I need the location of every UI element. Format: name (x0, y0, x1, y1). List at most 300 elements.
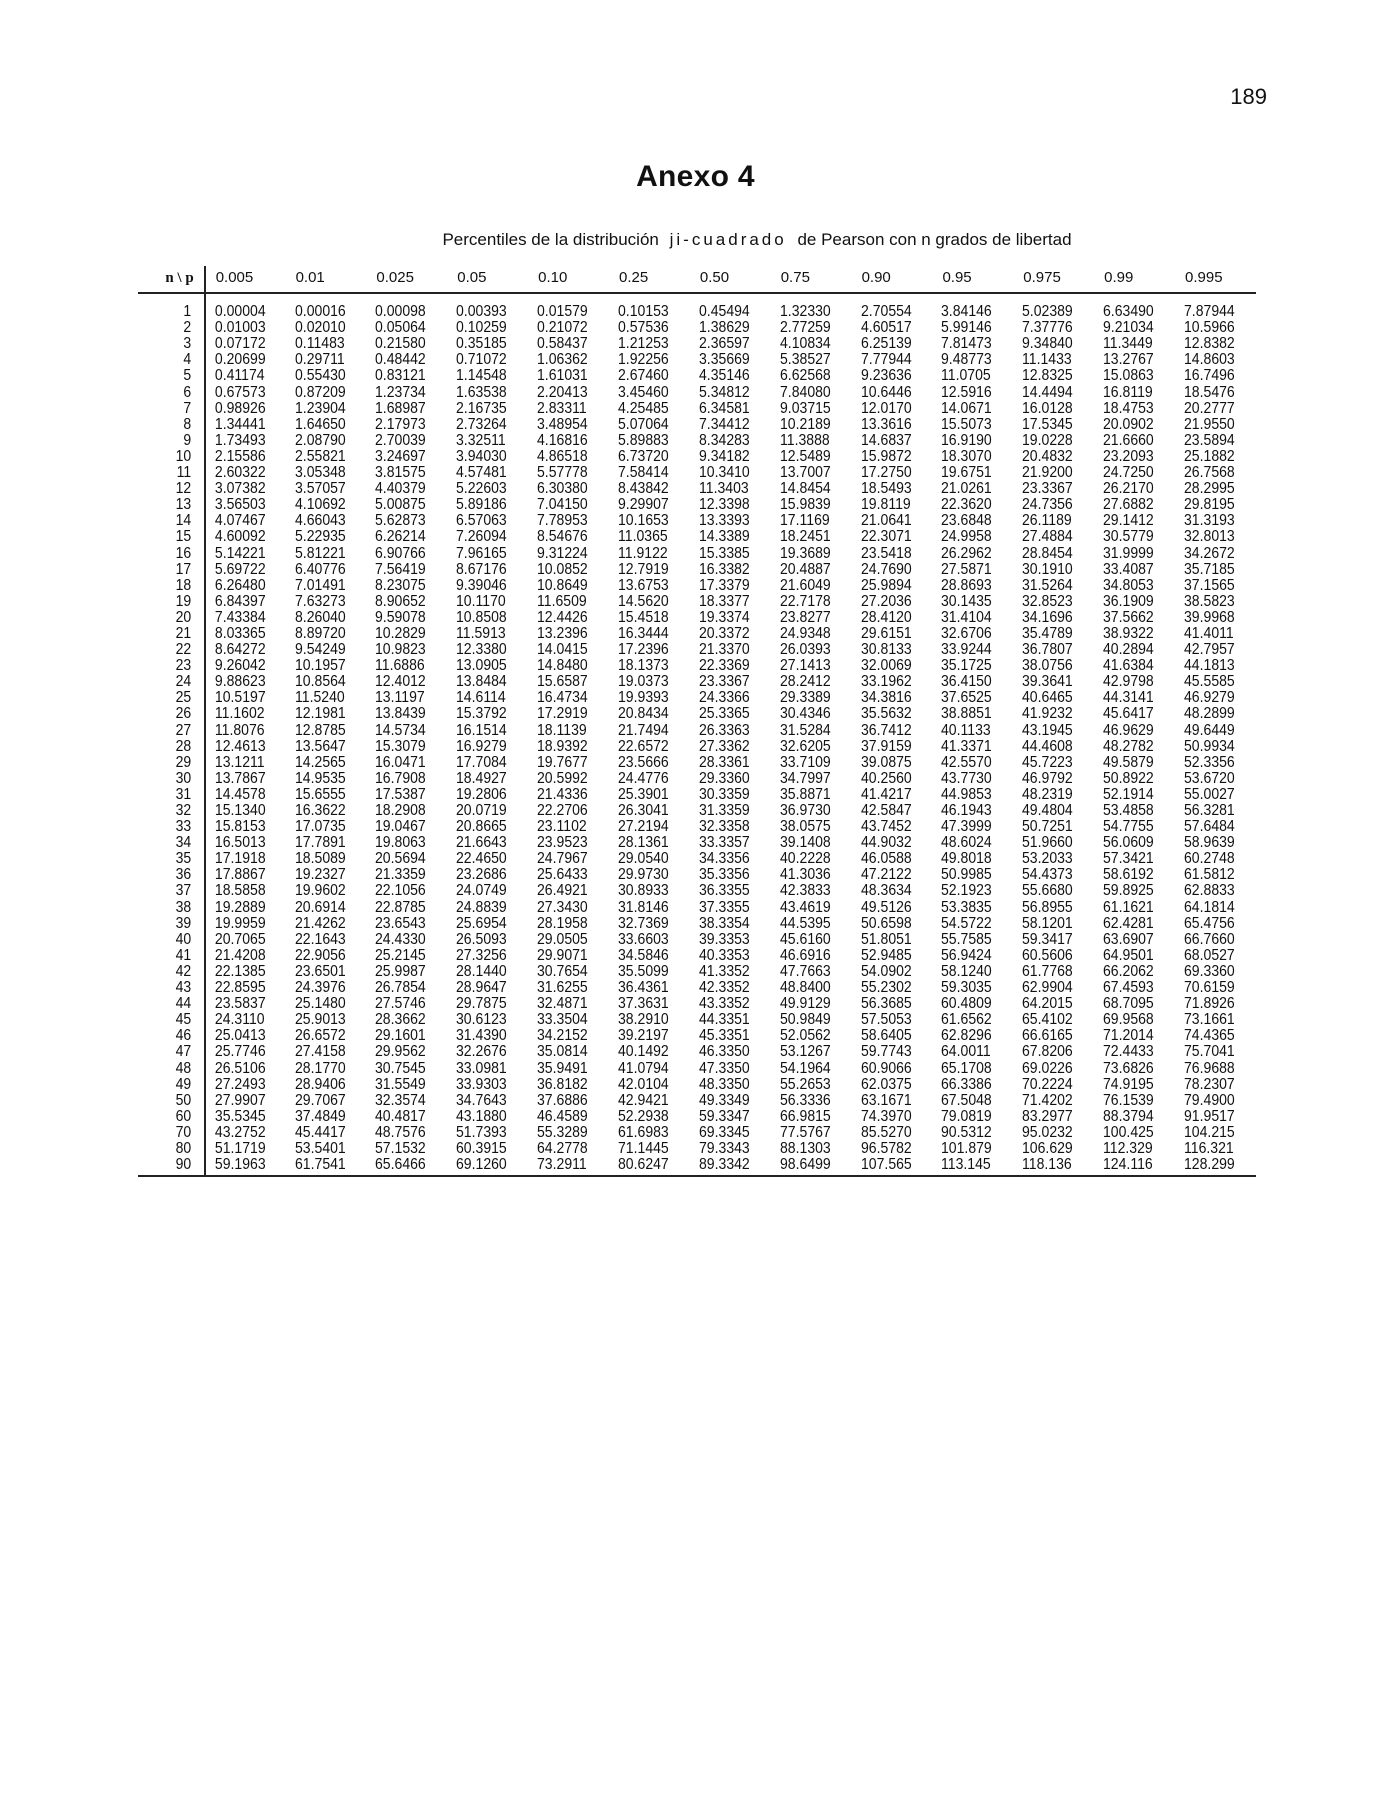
degrees-of-freedom-cell: 34 (145, 835, 205, 851)
column-header: 0.25 (609, 266, 690, 293)
percentile-value-cell: 55.2302 (860, 979, 912, 997)
degrees-of-freedom-cell: 23 (145, 658, 205, 674)
percentile-value-cell: 12.5489 (779, 447, 831, 465)
table-row (138, 883, 1256, 899)
percentile-value-cell: 5.57778 (537, 464, 588, 482)
percentile-value-cell: 42.5847 (860, 802, 912, 819)
percentile-value-cell: 54.5722 (941, 914, 993, 932)
percentile-value-cell: 88.1303 (779, 1139, 831, 1157)
percentile-value-cell: 15.1340 (214, 802, 266, 819)
degrees-of-freedom-cell: 14 (145, 513, 205, 529)
degrees-of-freedom-cell: 40 (145, 932, 205, 948)
table-row (138, 497, 1256, 513)
percentile-value-cell: 34.1696 (1022, 608, 1074, 626)
percentile-value-cell: 0.57536 (618, 319, 669, 337)
percentile-value-cell: 10.8508 (456, 608, 508, 626)
percentile-value-cell: 2.17973 (375, 415, 427, 433)
percentile-value-cell: 18.5476 (1184, 383, 1235, 401)
table-row (138, 706, 1256, 722)
percentile-value-cell: 48.3634 (860, 882, 912, 900)
percentile-value-cell: 43.7730 (941, 769, 993, 787)
percentile-value-cell: 41.3371 (941, 737, 993, 755)
percentile-value-cell: 5.02389 (1022, 303, 1074, 321)
percentile-value-cell: 20.7065 (214, 930, 266, 948)
percentile-value-cell: 42.3833 (779, 882, 831, 900)
caption-suffix: de Pearson con n grados de libertad (797, 230, 1072, 249)
percentile-value-cell: 64.2015 (1022, 995, 1074, 1013)
percentile-value-cell: 28.4120 (860, 608, 912, 626)
percentile-value-cell: 17.1918 (214, 850, 266, 868)
percentile-value-cell: 35.3356 (698, 866, 750, 884)
percentile-value-cell: 16.1514 (456, 721, 508, 739)
percentile-value-cell: 34.2672 (1184, 544, 1235, 562)
degrees-of-freedom-cell: 13 (145, 497, 205, 513)
degrees-of-freedom-cell: 70 (145, 1125, 205, 1141)
percentile-value-cell: 12.4012 (375, 673, 427, 691)
percentile-value-cell: 46.9629 (1103, 721, 1154, 739)
percentile-value-cell: 26.2962 (941, 544, 993, 562)
percentile-value-cell: 11.6509 (537, 592, 587, 610)
percentile-value-cell: 4.66043 (294, 512, 346, 530)
percentile-value-cell: 16.0128 (1022, 399, 1074, 417)
percentile-value-cell: 4.57481 (456, 464, 508, 482)
percentile-value-cell: 9.54249 (294, 641, 346, 659)
percentile-value-cell: 13.8484 (456, 673, 508, 691)
percentile-value-cell: 66.6165 (1022, 1027, 1074, 1045)
percentile-value-cell: 16.9190 (941, 431, 993, 449)
percentile-value-cell: 67.5048 (941, 1091, 993, 1109)
percentile-value-cell: 36.8182 (537, 1075, 588, 1093)
percentile-value-cell: 13.3616 (860, 415, 912, 433)
percentile-value-cell: 19.7677 (537, 753, 588, 771)
degrees-of-freedom-cell: 60 (145, 1109, 205, 1125)
percentile-value-cell: 19.0373 (618, 673, 669, 691)
percentile-value-cell: 32.3574 (375, 1091, 427, 1109)
percentile-value-cell: 11.5913 (456, 624, 506, 642)
percentile-value-cell: 58.6405 (860, 1027, 912, 1045)
percentile-value-cell: 46.3350 (698, 1043, 750, 1061)
percentile-value-cell: 101.879 (941, 1139, 993, 1157)
percentile-value-cell: 40.6465 (1022, 689, 1074, 707)
percentile-value-cell: 14.4494 (1022, 383, 1074, 401)
percentile-value-cell: 36.1909 (1103, 592, 1154, 610)
table-row (138, 835, 1256, 851)
percentile-value-cell: 0.45494 (698, 303, 750, 321)
percentile-value-cell: 43.1880 (456, 1107, 508, 1125)
percentile-value-cell: 37.3631 (618, 995, 669, 1013)
percentile-value-cell: 30.5779 (1103, 528, 1154, 546)
percentile-value-cell: 3.56503 (214, 496, 266, 514)
percentile-value-cell: 44.3141 (1103, 689, 1154, 707)
percentile-value-cell: 76.1539 (1103, 1091, 1154, 1109)
percentile-value-cell: 0.67573 (214, 383, 266, 401)
percentile-value-cell: 19.2889 (214, 898, 266, 916)
percentile-value-cell: 33.6603 (618, 930, 669, 948)
percentile-value-cell: 37.1565 (1184, 576, 1235, 594)
percentile-value-cell: 31.4390 (456, 1027, 508, 1045)
table-row (138, 465, 1256, 481)
percentile-value-cell: 54.7755 (1103, 818, 1154, 836)
percentile-value-cell: 24.7967 (537, 850, 588, 868)
percentile-value-cell: 14.5734 (375, 721, 427, 739)
percentile-value-cell: 1.61031 (537, 367, 588, 385)
percentile-value-cell: 23.5837 (214, 995, 266, 1013)
percentile-value-cell: 26.1189 (1022, 512, 1072, 530)
percentile-value-cell: 57.1532 (375, 1139, 427, 1157)
percentile-value-cell: 49.6449 (1184, 721, 1235, 739)
percentile-value-cell: 27.1413 (779, 657, 831, 675)
percentile-value-cell: 20.4887 (779, 560, 831, 578)
percentile-value-cell: 50.7251 (1022, 818, 1074, 836)
table-row (138, 642, 1256, 658)
percentile-value-cell: 3.24697 (375, 447, 427, 465)
percentile-value-cell: 0.41174 (214, 367, 265, 385)
percentile-value-cell: 17.2750 (860, 464, 912, 482)
percentile-value-cell: 29.0505 (537, 930, 588, 948)
percentile-value-cell: 64.9501 (1103, 946, 1154, 964)
percentile-value-cell: 29.6151 (860, 624, 912, 642)
percentile-value-cell: 3.81575 (375, 464, 427, 482)
percentile-value-cell: 52.0562 (779, 1027, 831, 1045)
column-header: 0.025 (366, 266, 447, 293)
table-row (138, 594, 1256, 610)
percentile-value-cell: 2.70554 (860, 303, 912, 321)
percentile-value-cell: 14.0415 (537, 641, 588, 659)
percentile-value-cell: 22.2706 (537, 802, 588, 819)
percentile-value-cell: 18.5858 (214, 882, 266, 900)
degrees-of-freedom-cell: 37 (145, 883, 205, 899)
percentile-value-cell: 53.2033 (1022, 850, 1074, 868)
percentile-value-cell: 24.0749 (456, 882, 508, 900)
percentile-value-cell: 49.5126 (860, 898, 912, 916)
percentile-value-cell: 21.0641 (860, 512, 912, 530)
percentile-value-cell: 39.0875 (860, 753, 912, 771)
table-row (138, 546, 1256, 562)
percentile-value-cell: 2.60322 (214, 464, 266, 482)
percentile-value-cell: 19.8119 (860, 496, 911, 514)
percentile-value-cell: 39.2197 (618, 1027, 669, 1045)
percentile-value-cell: 113.145 (932, 1157, 1005, 1176)
percentile-value-cell: 27.4884 (1022, 528, 1074, 546)
percentile-value-cell: 25.2145 (375, 946, 427, 964)
percentile-value-cell: 2.67460 (618, 367, 669, 385)
percentile-value-cell: 1.73493 (214, 431, 266, 449)
percentile-value-cell: 37.3355 (698, 898, 750, 916)
percentile-value-cell: 0.00016 (294, 303, 346, 321)
percentile-value-cell: 23.5418 (860, 544, 912, 562)
percentile-value-cell: 41.6384 (1103, 657, 1154, 675)
percentile-value-cell: 15.3385 (698, 544, 750, 562)
percentile-value-cell: 59.8925 (1103, 882, 1154, 900)
percentile-value-cell: 3.94030 (456, 447, 508, 465)
table-row (138, 948, 1256, 964)
percentile-value-cell: 79.3343 (698, 1139, 750, 1157)
degrees-of-freedom-cell: 46 (145, 1028, 205, 1044)
percentile-value-cell: 29.0540 (618, 850, 669, 868)
table-row (138, 417, 1256, 433)
percentile-value-cell: 33.3357 (698, 834, 750, 852)
percentile-value-cell: 64.1814 (1184, 898, 1235, 916)
percentile-value-cell: 100.425 (1103, 1123, 1154, 1141)
percentile-value-cell: 10.5197 (214, 689, 266, 707)
percentile-value-cell: 23.3367 (698, 673, 750, 691)
percentile-value-cell: 95.0232 (1022, 1123, 1074, 1141)
percentile-value-cell: 11.5240 (294, 689, 345, 707)
percentile-value-cell: 15.3079 (375, 737, 427, 755)
percentile-value-cell: 0.55430 (294, 367, 346, 385)
percentile-value-cell: 27.6882 (1103, 496, 1154, 514)
percentile-value-cell: 15.4518 (618, 608, 669, 626)
percentile-value-cell: 6.26214 (375, 528, 427, 546)
percentile-value-cell: 6.57063 (456, 512, 508, 530)
percentile-value-cell: 8.34283 (698, 431, 750, 449)
percentile-value-cell: 40.2560 (860, 769, 912, 787)
percentile-value-cell: 0.07172 (214, 335, 266, 353)
percentile-value-cell: 0.00004 (214, 303, 266, 321)
percentile-value-cell: 25.7746 (214, 1043, 266, 1061)
table-row (138, 1141, 1256, 1157)
degrees-of-freedom-cell: 33 (145, 819, 205, 835)
column-header: 0.95 (932, 266, 1013, 293)
table-header-row (138, 266, 1256, 293)
percentile-value-cell: 56.3336 (779, 1091, 831, 1109)
percentile-value-cell: 58.1201 (1022, 914, 1074, 932)
percentile-value-cell: 25.6433 (537, 866, 588, 884)
percentile-value-cell: 20.2777 (1184, 399, 1235, 417)
percentile-value-cell: 26.0393 (779, 641, 831, 659)
percentile-value-cell: 0.48442 (375, 351, 427, 369)
percentile-value-cell: 24.3976 (294, 979, 346, 997)
percentile-value-cell: 33.3504 (537, 1011, 588, 1029)
percentile-value-cell: 45.3351 (698, 1027, 750, 1045)
percentile-value-cell: 77.5767 (779, 1123, 831, 1141)
percentile-value-cell: 42.9421 (618, 1091, 669, 1109)
percentile-value-cell: 51.9660 (1022, 834, 1074, 852)
table-row (138, 819, 1256, 835)
percentile-value-cell: 47.7663 (779, 962, 831, 980)
percentile-value-cell: 5.38527 (779, 351, 831, 369)
percentile-value-cell: 1.14548 (456, 367, 508, 385)
table-row (138, 851, 1256, 867)
percentile-value-cell: 60.2748 (1184, 850, 1235, 868)
percentile-value-cell: 35.5345 (214, 1107, 266, 1125)
percentile-value-cell: 4.60517 (860, 319, 912, 337)
percentile-value-cell: 4.35146 (698, 367, 750, 385)
table-row (138, 626, 1256, 642)
percentile-value-cell: 28.9406 (294, 1075, 346, 1093)
percentile-value-cell: 21.9200 (1022, 464, 1074, 482)
percentile-value-cell: 28.2412 (779, 673, 831, 691)
percentile-value-cell: 49.5879 (1103, 753, 1154, 771)
percentile-value-cell: 0.01579 (537, 303, 588, 321)
table-row (138, 529, 1256, 545)
percentile-value-cell: 6.62568 (779, 367, 831, 385)
percentile-value-cell: 8.26040 (294, 608, 346, 626)
percentile-value-cell: 70.2224 (1022, 1075, 1074, 1093)
percentile-value-cell: 22.8595 (214, 979, 266, 997)
percentile-value-cell: 29.3389 (779, 689, 831, 707)
percentile-value-cell: 8.23075 (375, 576, 427, 594)
percentile-value-cell: 19.9959 (214, 914, 266, 932)
percentile-value-cell: 66.2062 (1103, 962, 1154, 980)
degrees-of-freedom-cell: 18 (145, 578, 205, 594)
percentile-value-cell: 107.565 (852, 1157, 925, 1176)
percentile-value-cell: 34.8053 (1103, 576, 1154, 594)
percentile-value-cell: 65.6466 (366, 1157, 439, 1176)
percentile-value-cell: 29.9730 (618, 866, 669, 884)
table-caption (258, 230, 1256, 250)
table-row (138, 932, 1256, 948)
percentile-value-cell: 38.5823 (1184, 592, 1235, 610)
percentile-value-cell: 24.9958 (941, 528, 993, 546)
percentile-value-cell: 24.7250 (1103, 464, 1154, 482)
percentile-value-cell: 2.08790 (294, 431, 346, 449)
percentile-value-cell: 42.5570 (941, 753, 993, 771)
percentile-value-cell: 11.3888 (779, 431, 830, 449)
percentile-value-cell: 21.6049 (779, 576, 831, 594)
percentile-value-cell: 2.83311 (537, 399, 587, 417)
percentile-value-cell: 22.8785 (375, 898, 427, 916)
percentile-value-cell: 63.1671 (860, 1091, 912, 1109)
percentile-value-cell: 71.2014 (1103, 1027, 1154, 1045)
percentile-value-cell: 58.9639 (1184, 834, 1235, 852)
percentile-value-cell: 49.4804 (1022, 802, 1074, 819)
percentile-value-cell: 25.6954 (456, 914, 508, 932)
percentile-value-cell: 0.83121 (375, 367, 427, 385)
percentile-value-cell: 10.2189 (779, 415, 831, 433)
percentile-value-cell: 13.8439 (375, 705, 427, 723)
percentile-value-cell: 5.62873 (375, 512, 427, 530)
percentile-value-cell: 15.5073 (941, 415, 993, 433)
degrees-of-freedom-cell: 42 (145, 964, 205, 980)
percentile-value-cell: 27.3430 (537, 898, 588, 916)
percentile-value-cell: 10.1170 (456, 592, 506, 610)
percentile-value-cell: 55.7585 (941, 930, 993, 948)
percentile-value-cell: 11.3449 (1103, 335, 1153, 353)
table-row (138, 1157, 1256, 1176)
percentile-value-cell: 49.8018 (941, 850, 993, 868)
percentile-value-cell: 7.81473 (941, 335, 993, 353)
percentile-value-cell: 23.6848 (941, 512, 993, 530)
percentile-value-cell: 16.3622 (294, 802, 346, 819)
column-header: 0.995 (1175, 266, 1256, 293)
percentile-value-cell: 61.5812 (1184, 866, 1235, 884)
percentile-value-cell: 56.3685 (860, 995, 912, 1013)
percentile-value-cell: 58.1240 (941, 962, 993, 980)
caption-emphasis: ji-cuadrado (669, 230, 787, 249)
percentile-value-cell: 13.2396 (537, 624, 588, 642)
percentile-value-cell: 20.5992 (537, 769, 588, 787)
percentile-value-cell: 7.84080 (779, 383, 831, 401)
percentile-value-cell: 24.3110 (214, 1011, 265, 1029)
percentile-value-cell: 43.7452 (860, 818, 912, 836)
percentile-value-cell: 28.8693 (941, 576, 993, 594)
percentile-value-cell: 46.4589 (537, 1107, 588, 1125)
table-row (138, 674, 1256, 690)
degrees-of-freedom-cell: 80 (145, 1141, 205, 1157)
percentile-value-cell: 22.1643 (294, 930, 346, 948)
percentile-value-cell: 35.5632 (860, 705, 912, 723)
percentile-value-cell: 45.6160 (779, 930, 831, 948)
percentile-value-cell: 9.88623 (214, 673, 266, 691)
percentile-value-cell: 79.0819 (941, 1107, 993, 1125)
table-row (138, 562, 1256, 578)
percentile-value-cell: 61.6983 (618, 1123, 669, 1141)
percentile-value-cell: 13.0905 (456, 657, 508, 675)
percentile-value-cell: 17.5387 (375, 785, 427, 803)
percentile-value-cell: 59.7743 (860, 1043, 912, 1061)
percentile-value-cell: 6.40776 (294, 560, 346, 578)
percentile-value-cell: 21.7494 (618, 721, 669, 739)
percentile-value-cell: 6.34581 (698, 399, 750, 417)
percentile-value-cell: 36.7807 (1022, 641, 1074, 659)
percentile-value-cell: 47.3999 (941, 818, 993, 836)
percentile-value-cell: 22.1385 (214, 962, 266, 980)
percentile-value-cell: 53.1267 (779, 1043, 831, 1061)
percentile-value-cell: 42.9798 (1103, 673, 1154, 691)
degrees-of-freedom-cell: 15 (145, 529, 205, 545)
percentile-value-cell: 8.64272 (214, 641, 266, 659)
percentile-value-cell: 8.89720 (294, 624, 346, 642)
corner-header: n \ p (138, 266, 205, 293)
percentile-value-cell: 9.34182 (698, 447, 750, 465)
percentile-value-cell: 35.7185 (1184, 560, 1235, 578)
percentile-value-cell: 23.8277 (779, 608, 831, 626)
percentile-value-cell: 14.3389 (698, 528, 750, 546)
percentile-value-cell: 34.3356 (698, 850, 750, 868)
percentile-value-cell: 19.2806 (456, 785, 508, 803)
column-header: 0.10 (528, 266, 609, 293)
degrees-of-freedom-cell: 35 (145, 851, 205, 867)
percentile-value-cell: 49.3349 (698, 1091, 750, 1109)
percentile-value-cell: 21.3359 (375, 866, 427, 884)
percentile-value-cell: 36.4150 (941, 673, 993, 691)
percentile-value-cell: 25.1480 (294, 995, 346, 1013)
percentile-value-cell: 74.4365 (1184, 1027, 1235, 1045)
percentile-value-cell: 10.1957 (294, 657, 346, 675)
percentile-value-cell: 3.48954 (537, 415, 588, 433)
percentile-value-cell: 22.1056 (375, 882, 427, 900)
percentile-value-cell: 64.0011 (941, 1043, 992, 1061)
percentile-value-cell: 30.4346 (779, 705, 831, 723)
percentile-value-cell: 50.6598 (860, 914, 912, 932)
percentile-value-cell: 28.3361 (698, 753, 750, 771)
percentile-value-cell: 83.2977 (1022, 1107, 1074, 1125)
percentile-value-cell: 16.5013 (214, 834, 266, 852)
percentile-value-cell: 31.3193 (1184, 512, 1235, 530)
percentile-value-cell: 23.1102 (537, 818, 587, 836)
table-row (138, 368, 1256, 384)
percentile-value-cell: 18.3377 (698, 592, 750, 610)
percentile-value-cell: 53.3835 (941, 898, 993, 916)
percentile-value-cell: 32.3358 (698, 818, 750, 836)
percentile-value-cell: 10.8564 (294, 673, 346, 691)
percentile-value-cell: 6.30380 (537, 480, 588, 498)
percentile-value-cell: 54.4373 (1022, 866, 1074, 884)
degrees-of-freedom-cell: 48 (145, 1061, 205, 1077)
percentile-value-cell: 18.5493 (860, 480, 912, 498)
percentile-value-cell: 32.0069 (860, 657, 912, 675)
percentile-value-cell: 13.1211 (214, 753, 265, 771)
degrees-of-freedom-cell: 17 (145, 562, 205, 578)
percentile-value-cell: 27.5871 (941, 560, 993, 578)
percentile-value-cell: 22.6572 (618, 737, 669, 755)
percentile-value-cell: 9.31224 (537, 544, 588, 562)
chi-square-percentile-table (138, 266, 1256, 1177)
percentile-value-cell: 13.7867 (214, 769, 266, 787)
percentile-value-cell: 51.7393 (456, 1123, 508, 1141)
percentile-value-cell: 11.0365 (618, 528, 668, 546)
